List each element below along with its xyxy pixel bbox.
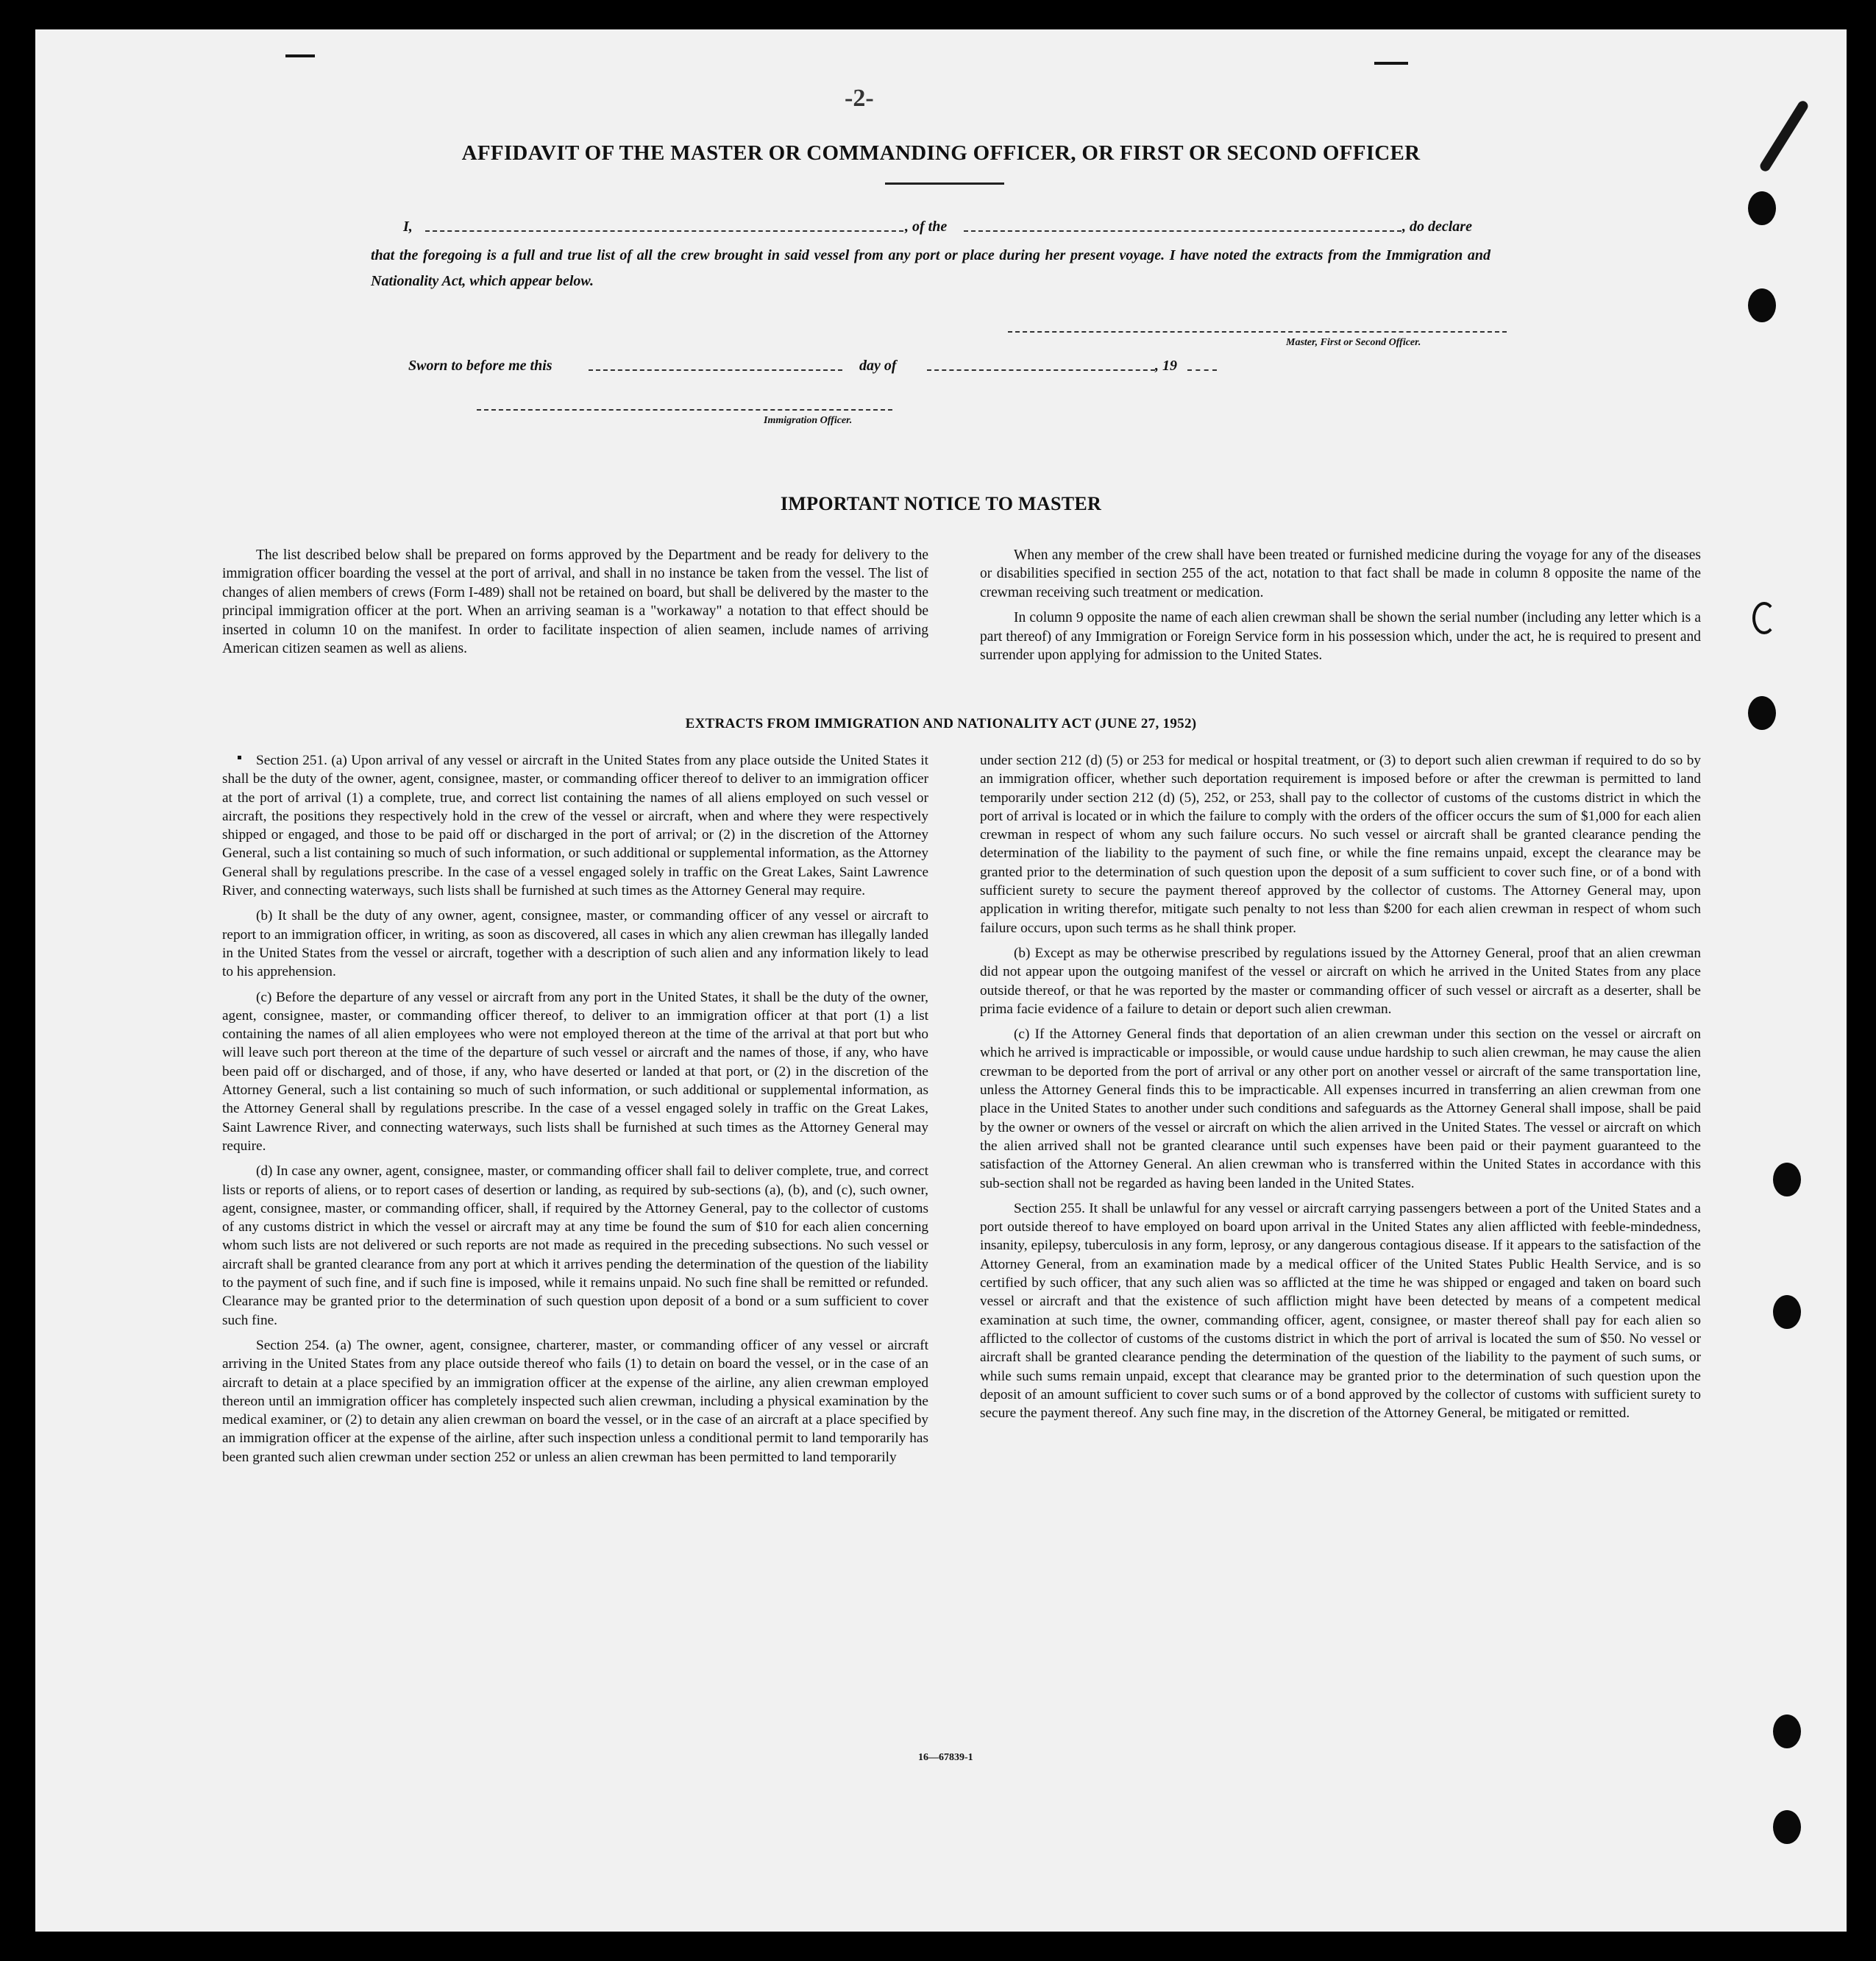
- of-the-label: , of the: [905, 219, 948, 235]
- title-rule: [885, 182, 1004, 185]
- section-254b: (b) Except as may be otherwise prescribed by regulations issued by the Attorney General, proof that an alien crewman did not appear upon the outgoing manifest of the vessel or aircraft on which he arrived in the United States from any place outside thereof, or that he was reported by the master or commanding officer of such vessel or aircraft as a deserter, shall be prima facie evidence of a failure to detain or deport such alien crewman.: [980, 945, 1701, 1017]
- section-254a-continued: under section 212 (d) (5) or 253 for medical or hospital treatment, or (3) to deport such alien crewman if required to do so by an immigration officer, whether such deportation requirement is imposed before or after the crewman is permitted to land temporarily under section 212 (d) (5), 252, or 253, shall pay to the collector of customs of the customs district in which the port of arrival is located or in which the failure to comply with the orders of the officer occurs the sum of $1,000 for each alien crewman in respect of whom any such failure occurs. No such vessel or aircraft shall be granted clearance pending the determination of the liability to the payment of such fine, or while the fine remains unpaid, except the clearance may be granted prior to the determination of such question upon the deposit of a sum sufficient to cover such fine, or of a bond with sufficient surety to secure the payment thereof approved by the collector of customs. The Attorney General may, upon application in writing therefor, mitigate such penalty to not less than $200 for each alien crewman in respect of whom such failure occurs, upon such terms as he shall think proper.: [980, 753, 1701, 936]
- punch-hole: [1748, 288, 1776, 322]
- immigration-officer-signature-field[interactable]: [477, 409, 892, 411]
- form-number: 16—67839-1: [918, 1752, 973, 1763]
- punch-hole: [1748, 191, 1776, 225]
- document-page: [35, 29, 1847, 1932]
- notice-right-paragraph-1: When any member of the crew shall have been treated or furnished medicine during the voyage for any of the diseases or disabilities specified in section 255 of the act, notation to that fact shall be made in column 8 opposite the name of the crewman receiving such treatment or medication.: [980, 547, 1701, 600]
- punch-hole: [1752, 602, 1776, 634]
- scan-speck: [285, 54, 315, 57]
- handwritten-page-mark: -2-: [845, 85, 874, 112]
- section-251a: Section 251. (a) Upon arrival of any vessel or aircraft in the United States from any place outside the United States it shall be the duty of the owner, agent, consignee, master, or commanding officer thereof to deliver to an immigration officer at the port of arrival (1) a complete, true, and correct list containing the names of all aliens employed on such vessel or aircraft, the positions they respectively hold in the crew of the vessel or aircraft, when and where they were respectively shipped or engaged, and those to be paid off or discharged in the port of arrival; or (2) in the discretion of the Attorney General, such a list containing so much of such information, or such additional or supplemental information, as the Attorney General shall by regulations prescribe. In the case of a vessel engaged solely in traffic on the Great Lakes, Saint Lawrence River, and connecting waterways, such lists shall be furnished at such times as the Attorney General may require.: [222, 753, 928, 899]
- punch-hole: [1773, 1295, 1801, 1329]
- do-declare-label: , do declare: [1402, 219, 1472, 235]
- declaration-text: that the foregoing is a full and true list of all the crew brought in said vessel from any port or place during her present voyage. I have noted the extracts from the Immigration and Nationality Act, which appear below.: [371, 247, 1491, 289]
- i-label: I,: [403, 219, 413, 235]
- notice-left-column: [222, 546, 928, 664]
- notice-left-paragraph-1: The list described below shall be prepared on forms approved by the Department and be ready for delivery to the immigration officer boarding the vessel at the port of arrival, and shall in no instance be taken from the vessel. The list of changes of alien members of crews (Form I-489) shall not be retained on board, but shall be delivered by the master to the principal immigration officer at the port. When an arriving seaman is a "workaway" a notation to that effect should be inserted in column 10 on the manifest. In order to facilitate inspection of alien seamen, include names of arriving American citizen seamen as well as aliens.: [222, 547, 928, 657]
- day-of-label: day of: [859, 358, 897, 374]
- extracts-right-column: [980, 751, 1701, 1429]
- notice-right-paragraph-2: In column 9 opposite the name of each alien crewman shall be shown the serial number (including any letter which is a part thereof) of any Immigration or Foreign Service form in his possession which, under the act, he is required to present and surrender upon applying for admission to the United States.: [980, 610, 1701, 664]
- punch-hole: [1773, 1163, 1801, 1196]
- sworn-year-field[interactable]: [1187, 369, 1217, 371]
- punch-hole: [1773, 1810, 1801, 1844]
- extracts-left-column: [222, 751, 928, 1473]
- vessel-field[interactable]: [964, 230, 1401, 232]
- section-255: Section 255. It shall be unlawful for any vessel or aircraft carrying passengers between a port of the United States and a port outside thereof to have employed on board upon arrival in the United States any alien afflicted with feeble-mindedness, insanity, epilepsy, tuberculosis in any form, leprosy, or any dangerous contagious disease. If it appears to the satisfaction of the Attorney General, from an examination made by a medical officer of the United States Public Health Service, and is so certified by such officer, that any such alien was so afflicted at the time he was shipped or engaged and taken on board such vessel or aircraft and that the existence of such affliction might have been detected by means of a competent medical examination at such time, the owner, commanding officer, agent, consignee, or master thereof shall pay for each alien so afflicted to the collector of customs of the customs district in which the port of arrival is located the sum of $50. No vessel or aircraft shall be granted clearance pending the determination of the question of the liability to the payment of such sums, or while such sums remain unpaid, except that clearance may be granted prior to the determination of such question upon the deposit of an amount sufficient to cover such sums or of a bond approved by the collector of customs with sufficient surety to secure the payment thereof. Any such fine may, in the discretion of the Attorney General, be mitigated or remitted.: [980, 1200, 1701, 1422]
- affidavit-title: AFFIDAVIT OF THE MASTER OR COMMANDING OFFICER, OR FIRST OR SECOND OFFICER: [461, 141, 1421, 165]
- master-signature-label: Master, First or Second Officer.: [1286, 337, 1421, 348]
- notice-title: IMPORTANT NOTICE TO MASTER: [780, 493, 1102, 514]
- section-254a: Section 254. (a) The owner, agent, consignee, charterer, master, or commanding officer of any vessel or aircraft arriving in the United States from any place outside thereof who fails (1) to detain on board the vessel, or in the case of an aircraft to detain at a place specified by an immigration officer at the expense of the airline, any alien crewman employed thereon until an immigration officer has completely inspected such alien crewman, including a physical examination by the medical examiner, or (2) to detain any alien crewman on board the vessel, or in the case of an aircraft at a place specified by an immigration officer at the expense of the airline, after such inspection unless a conditional permit to land temporarily has been granted such alien crewman under section 252 or unless an alien crewman has been permitted to land temporarily: [222, 1337, 928, 1465]
- master-signature-field[interactable]: [1008, 331, 1507, 333]
- year-prefix-label: , 19: [1155, 358, 1177, 374]
- name-field[interactable]: [425, 230, 903, 232]
- sworn-day-field[interactable]: [589, 369, 842, 371]
- section-251c: (c) Before the departure of any vessel or aircraft from any port in the United States, it shall be the duty of the owner, agent, consignee, master, or commanding officer thereof, to deliver to an immigration officer at that port (1) a list containing the names of all alien employees who were not employed thereon at the time of the arrival at that port but who will leave such port thereon at the time of the departure of such vessel or aircraft and the names of those, if any, who have been paid off or discharged, and of those, if any, who have deserted or landed at that port, or (2) in the discretion of the Attorney General, such a list containing so much of such information, or such additional or supplemental information, as the Attorney General shall by regulations prescribe. In the case of a vessel engaged solely in traffic on the Great Lakes, Saint Lawrence River, and connecting waterways, such lists shall be furnished at such times as the Attorney General may require.: [222, 989, 928, 1154]
- section-251d: (d) In case any owner, agent, consignee, master, or commanding officer shall fail to deliver complete, true, and correct lists or reports of aliens, or to report cases of desertion or landing, as required by sub-sections (a), (b), and (c), such owner, agent, consignee, master, or commanding officer, shall, if required by the Attorney General, pay to the collector of customs of any customs district in which the vessel or aircraft may at any time be found the sum of $10 for each alien concerning whom such lists are not delivered or such reports are not made as required in the preceding subsections. No such vessel or aircraft shall be granted clearance from any port at which it arrives pending the determination of the question of the liability to the payment of such fine, and if such fine is imposed, while it remains unpaid. No such fine shall be remitted or refunded. Clearance may be granted prior to the determination of such question upon deposit of a bond or a sum sufficient to cover such fine.: [222, 1163, 928, 1328]
- extracts-title: EXTRACTS FROM IMMIGRATION AND NATIONALITY ACT (JUNE 27, 1952): [685, 716, 1197, 731]
- sworn-month-field[interactable]: [927, 369, 1155, 371]
- scan-speck: [1374, 62, 1408, 65]
- punch-hole: [1773, 1714, 1801, 1748]
- immigration-officer-label: Immigration Officer.: [764, 415, 853, 426]
- section-254c: (c) If the Attorney General finds that deportation of an alien crewman under this section on the vessel or aircraft on which he arrived is impracticable or impossible, or would cause undue hardship to such alien crewman, he may cause the alien crewman to be deported from the port of arrival or any other port on another vessel or aircraft of the same transportation line, unless the Attorney General finds this to be impracticable. All expenses incurred in transferring an alien crewman from one place in the United States to another under such conditions and safeguards as the Attorney General shall impose, shall be paid by the owner or owners of the vessel or aircraft on which the alien arrived in the United States. The vessel or aircraft on which the alien arrived shall not be granted clearance until such expenses have been paid or their payment guaranteed to the satisfaction of the Attorney General. An alien crewman who is transferred within the United States in accordance with this sub-section shall not be regarded as having been landed in the United States.: [980, 1026, 1701, 1191]
- section-251b: (b) It shall be the duty of any owner, agent, consignee, master, or commanding officer of any vessel or aircraft to report to an immigration officer, in writing, as soon as discovered, all cases in which any alien crewman has illegally landed in the United States from the vessel or aircraft, together with a description of such alien and any information likely to lead to his apprehension.: [222, 908, 928, 980]
- sworn-label: Sworn to before me this: [408, 358, 553, 374]
- notice-right-column: [980, 546, 1701, 671]
